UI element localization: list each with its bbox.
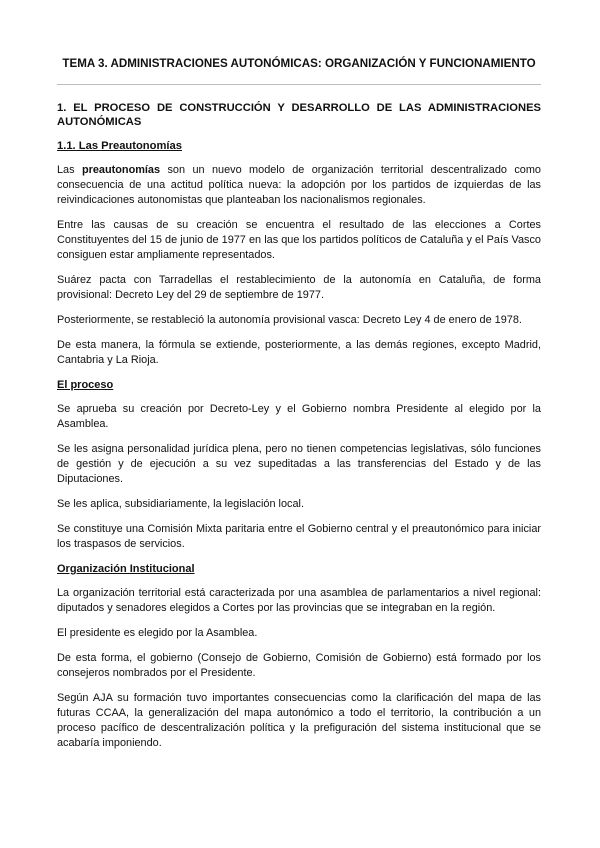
paragraph-proceso-creacion: Se aprueba su creación por Decreto-Ley y el Gobierno nombra Presidente al elegido por la Asamblea. [57, 403, 541, 430]
paragraph-organizacion-aja: Según AJA su formación tuvo importantes consecuencias como la clarificación del mapa de las futuras CCAA, la generalización del mapa autonómico a todo el territorio, la contribución a un proceso pacífico de descentralización política y la prefiguración del sistema institucional que se acabaría imponiendo. [57, 692, 541, 749]
paragraph-causas: Entre las causas de su creación se encuentra el resultado de las elecciones a Cortes Constituyentes del 15 de junio de 1977 en las que los partidos políticos de Cataluña y el País Vasco consiguen estar ampliamente representados. [57, 219, 541, 261]
paragraph-proceso-legislacion: Se les aplica, subsidiariamente, la legislación local. [57, 498, 304, 510]
document-title: TEMA 3. ADMINISTRACIONES AUTONÓMICAS: ORGANIZACIÓN Y FUNCIONAMIENTO [62, 57, 536, 70]
bold-term-preautonomias: preautonomías [81, 164, 161, 176]
paragraph-organizacion-asamblea: La organización territorial está caracterizada por una asamblea de parlamentarios a nivel regional: diputados y senadores elegidos a Cortes por las provincias que se integraban en la región. [57, 587, 541, 614]
paragraph-proceso-comision: Se constituye una Comisión Mixta paritaria entre el Gobierno central y el preautonómico para iniciar los traspasos de servicios. [57, 523, 541, 550]
intro-rest: son un nuevo modelo de organización territorial descentralizado como consecuencia de una actitud política nueva: la adopción por los partidos de izquierdas de las reivindicaciones autonomistas que planteaban los nacionalismos regionales. [57, 164, 541, 206]
section-heading: 1. EL PROCESO DE CONSTRUCCIÓN Y DESARROLLO DE LAS ADMINISTRACIONES AUTONÓMICAS [57, 102, 541, 128]
subsection-heading: 1.1. Las Preautonomías [57, 140, 182, 152]
title-divider [57, 84, 541, 85]
organizacion-heading: Organización Institucional [57, 563, 195, 575]
paragraph-suarez: Suárez pacta con Tarradellas el restablecimiento de la autonomía en Cataluña, de forma provisional: Decreto Ley del 29 de septiembre de 1977. [57, 274, 541, 301]
paragraph-proceso-personalidad: Se les asigna personalidad jurídica plena, pero no tienen competencias legislativas, sólo funciones de gestión y de ejecución a su vez supeditadas a las transferencias del Estado y de las Diputaciones. [57, 443, 541, 485]
intro-paragraph [57, 163, 541, 208]
paragraph-vasca: Posteriormente, se restableció la autonomía provisional vasca: Decreto Ley 4 de enero de 1978. [57, 314, 522, 326]
paragraph-organizacion-presidente: El presidente es elegido por la Asamblea. [57, 627, 258, 639]
proceso-heading: El proceso [57, 379, 114, 391]
intro-prefix: Las [57, 164, 82, 176]
paragraph-organizacion-gobierno: De esta forma, el gobierno (Consejo de Gobierno, Comisión de Gobierno) está formado por los consejeros nombrados por el Presidente. [57, 652, 541, 679]
paragraph-formula: De esta manera, la fórmula se extiende, posteriormente, a las demás regiones, excepto Madrid, Cantabria y La Rioja. [57, 339, 541, 366]
document-page [57, 55, 541, 751]
